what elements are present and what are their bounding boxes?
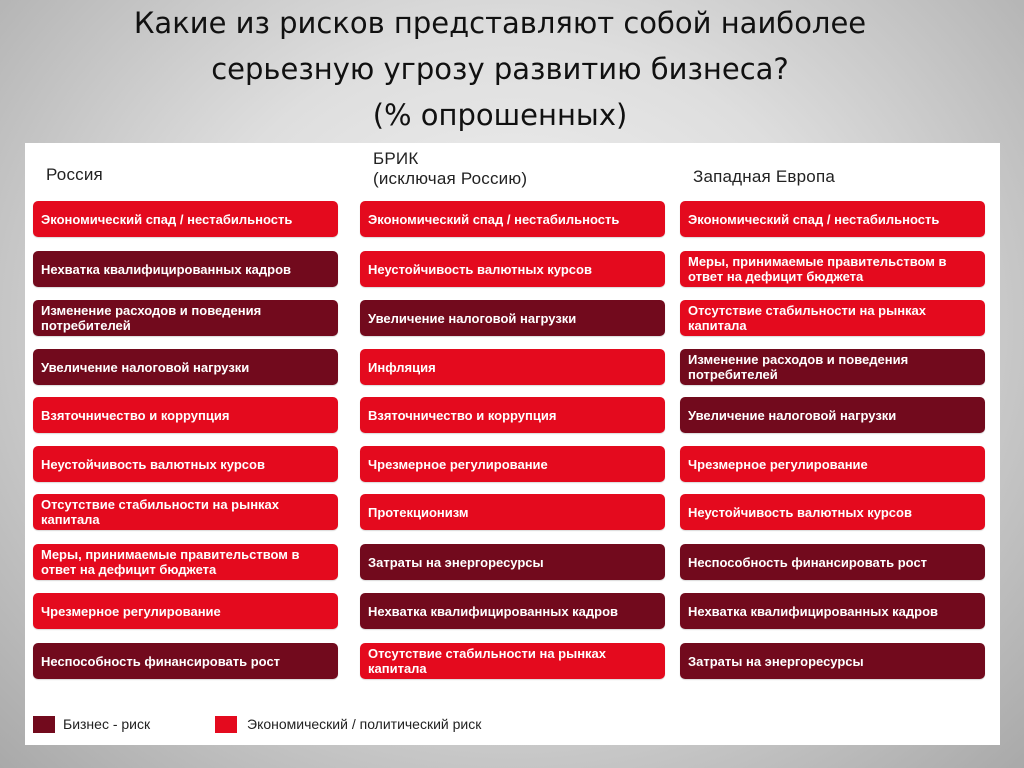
economic-risk-box: [33, 397, 338, 433]
business-risk-box: [680, 397, 985, 433]
risk-label: Неспособность финансировать рост: [688, 554, 928, 570]
risk-label: Увеличение налоговой нагрузки: [688, 407, 897, 423]
risk-label: Взяточничество и коррупция: [368, 407, 557, 423]
risk-label: Затраты на энергоресурсы: [688, 653, 864, 669]
legend-label-business: Бизнес - риск: [63, 716, 151, 732]
risk-label: Экономический спад / нестабильность: [368, 211, 620, 227]
legend-swatch-economic: [215, 716, 237, 733]
title-line-2: серьезную угрозу развитию бизнеса?: [211, 52, 789, 86]
business-risk-box: [33, 349, 338, 385]
risk-label: Увеличение налоговой нагрузки: [368, 310, 577, 326]
risk-label: Отсутствие стабильности на рынках капитала: [688, 303, 927, 333]
economic-risk-box: [680, 494, 985, 530]
economic-risk-box: [360, 201, 665, 237]
business-risk-box: [680, 349, 985, 385]
business-risk-box: [360, 544, 665, 580]
economic-risk-box: [680, 446, 985, 482]
risk-label: Чрезмерное регулирование: [368, 456, 548, 472]
economic-risk-box: [33, 446, 338, 482]
risk-label: Нехватка квалифицированных кадров: [368, 603, 619, 619]
economic-risk-box: [360, 251, 665, 287]
column-header-bric-line-2: (исключая Россию): [373, 169, 528, 188]
risk-label: Отсутствие стабильности на рынках капитала: [368, 646, 607, 676]
legend-swatch-business: [33, 716, 55, 733]
business-risk-box: [680, 593, 985, 629]
risk-label: Неустойчивость валютных курсов: [688, 504, 912, 520]
economic-risk-box: [33, 593, 338, 629]
risk-label: Инфляция: [368, 359, 436, 375]
business-risk-box: [680, 643, 985, 679]
economic-risk-box: [360, 397, 665, 433]
economic-risk-box: [33, 494, 338, 530]
economic-risk-box: [360, 643, 665, 679]
risk-label: Изменение расходов и поведения потребителей: [41, 303, 262, 333]
risk-label: Чрезмерное регулирование: [688, 456, 868, 472]
risk-label: Увеличение налоговой нагрузки: [41, 359, 250, 375]
business-risk-box: [33, 300, 338, 336]
business-risk-box: [680, 544, 985, 580]
risk-label: Неустойчивость валютных курсов: [41, 456, 265, 472]
risk-label: Неспособность финансировать рост: [41, 653, 281, 669]
risk-label: Экономический спад / нестабильность: [688, 211, 940, 227]
economic-risk-box: [360, 446, 665, 482]
risk-label: Экономический спад / нестабильность: [41, 211, 293, 227]
business-risk-box: [360, 593, 665, 629]
risk-label: Меры, принимаемые правительством в ответ на дефицит бюджета: [41, 547, 300, 577]
column-header-russia: Россия: [46, 165, 103, 184]
business-risk-box: [360, 300, 665, 336]
legend-label-economic: Экономический / политический риск: [247, 716, 482, 732]
risk-label: Затраты на энергоресурсы: [368, 554, 544, 570]
title-line-3: (% опрошенных): [372, 98, 628, 132]
risk-label: Протекционизм: [368, 504, 469, 520]
economic-risk-box: [360, 494, 665, 530]
risk-label: Взяточничество и коррупция: [41, 407, 230, 423]
economic-risk-box: [33, 544, 338, 580]
economic-risk-box: [680, 300, 985, 336]
column-header-western-europe: Западная Европа: [693, 167, 836, 186]
business-risk-box: [33, 643, 338, 679]
title-line-1: Какие из рисков представляют собой наиболее: [133, 6, 867, 40]
risk-label: Нехватка квалифицированных кадров: [688, 603, 939, 619]
risk-label: Меры, принимаемые правительством в ответ на дефицит бюджета: [688, 254, 947, 284]
risk-label: Неустойчивость валютных курсов: [368, 261, 592, 277]
slide-title: [0, 0, 1000, 138]
risk-comparison-panel: [25, 143, 1000, 745]
column-header-bric-line-1: БРИК: [373, 149, 419, 168]
economic-risk-box: [680, 201, 985, 237]
risk-label: Чрезмерное регулирование: [41, 603, 221, 619]
economic-risk-box: [33, 201, 338, 237]
risk-label: Изменение расходов и поведения потребителей: [688, 352, 909, 382]
risk-label: Отсутствие стабильности на рынках капитала: [41, 497, 280, 527]
economic-risk-box: [680, 251, 985, 287]
economic-risk-box: [360, 349, 665, 385]
business-risk-box: [33, 251, 338, 287]
risk-label: Нехватка квалифицированных кадров: [41, 261, 292, 277]
